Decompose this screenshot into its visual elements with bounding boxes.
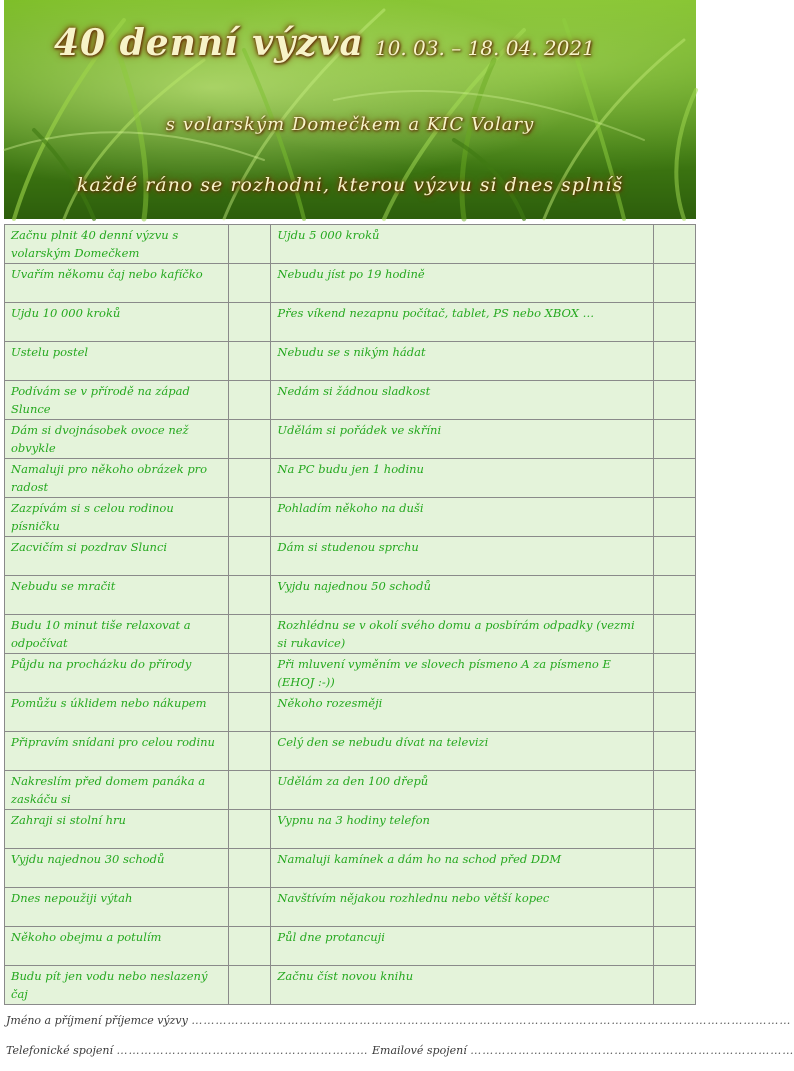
checkbox-cell-right[interactable] [653,459,695,498]
checkbox-cell-right[interactable] [653,810,695,849]
task-cell-left: Ustelu postel [5,342,229,381]
phone-field[interactable]: ……………………………………………………… [116,1044,369,1057]
task-cell-left: Zahraji si stolní hru [5,810,229,849]
task-cell-left: Nebudu se mračit [5,576,229,615]
task-cell-right: Pohladím někoho na duši [271,498,653,537]
checkbox-cell-right[interactable] [653,966,695,1005]
task-cell-right: Půl dne protancuji [271,927,653,966]
task-cell-right: Udělám si pořádek ve skříni [271,420,653,459]
task-cell-left: Dnes nepoužiji výtah [5,888,229,927]
banner-motto: každé ráno se rozhodni, kterou výzvu si dnes splníš [76,174,624,196]
email-field[interactable]: ……………………………………………………………………… [470,1044,794,1057]
table-row [5,888,696,927]
task-cell-right: Rozhlédnu se v okolí svého domu a posbírám odpadky (vezmi si rukavice) [271,615,653,654]
task-cell-left: Připravím snídani pro celou rodinu [5,732,229,771]
table-row [5,849,696,888]
checkbox-cell-left[interactable] [229,303,271,342]
checkbox-cell-left[interactable] [229,264,271,303]
checkbox-cell-right[interactable] [653,732,695,771]
task-cell-right: Někoho rozesměji [271,693,653,732]
header-banner [4,0,696,219]
table-row [5,459,696,498]
checkbox-cell-left[interactable] [229,576,271,615]
checkbox-cell-right[interactable] [653,615,695,654]
checkbox-cell-right[interactable] [653,849,695,888]
task-cell-right: Ujdu 5 000 kroků [271,225,653,264]
task-cell-right: Udělám za den 100 dřepů [271,771,653,810]
recipient-name-line [6,1014,792,1027]
table-row [5,342,696,381]
task-cell-right: Na PC budu jen 1 hodinu [271,459,653,498]
task-cell-left: Dám si dvojnásobek ovoce než obvykle [5,420,229,459]
task-cell-left: Ujdu 10 000 kroků [5,303,229,342]
task-cell-right: Vyjdu najednou 50 schodů [271,576,653,615]
task-cell-left: Pomůžu s úklidem nebo nákupem [5,693,229,732]
task-cell-left: Půjdu na procházku do přírody [5,654,229,693]
checkbox-cell-left[interactable] [229,693,271,732]
task-cell-left: Uvařím někomu čaj nebo kafíčko [5,264,229,303]
task-cell-right: Nebudu jíst po 19 hodině [271,264,653,303]
checkbox-cell-left[interactable] [229,732,271,771]
task-cell-left: Budu 10 minut tiše relaxovat a odpočívat [5,615,229,654]
table-row [5,225,696,264]
checkbox-cell-right[interactable] [653,927,695,966]
email-label: Emailové spojení [371,1044,467,1057]
task-cell-right: Namaluji kamínek a dám ho na schod před DDM [271,849,653,888]
challenge-title: 40 denní výzva [54,22,364,64]
task-cell-right: Při mluvení vyměním ve slovech písmeno A za písmeno E (EHOJ :-)) [271,654,653,693]
task-cell-left: Podívám se v přírodě na západ Slunce [5,381,229,420]
checkbox-cell-right[interactable] [653,225,695,264]
task-cell-left: Nakreslím před domem panáka a zaskáču si [5,771,229,810]
checkbox-cell-right[interactable] [653,342,695,381]
table-row [5,810,696,849]
checkbox-cell-left[interactable] [229,381,271,420]
table-row [5,966,696,1005]
challenge-dates: 10. 03. – 18. 04. 2021 [374,36,595,60]
task-cell-right: Vypnu na 3 hodiny telefon [271,810,653,849]
task-cell-left: Zazpívám si s celou rodinou písničku [5,498,229,537]
table-row [5,576,696,615]
task-cell-right: Přes víkend nezapnu počítač, tablet, PS nebo XBOX … [271,303,653,342]
checkbox-cell-left[interactable] [229,888,271,927]
table-row [5,264,696,303]
contact-line [6,1044,794,1057]
checkbox-cell-left[interactable] [229,810,271,849]
table-row [5,537,696,576]
checkbox-cell-right[interactable] [653,576,695,615]
checkbox-cell-left[interactable] [229,615,271,654]
checkbox-cell-right[interactable] [653,888,695,927]
checkbox-cell-left[interactable] [229,342,271,381]
task-cell-left: Namaluji pro někoho obrázek pro radost [5,459,229,498]
checkbox-cell-right[interactable] [653,498,695,537]
table-row [5,303,696,342]
checkbox-cell-left[interactable] [229,966,271,1005]
checkbox-cell-left[interactable] [229,537,271,576]
checkbox-cell-right[interactable] [653,381,695,420]
checkbox-cell-right[interactable] [653,654,695,693]
checkbox-cell-left[interactable] [229,849,271,888]
task-cell-left: Začnu plnit 40 denní výzvu s volarským Domečkem [5,225,229,264]
checkbox-cell-right[interactable] [653,771,695,810]
task-cell-right: Nedám si žádnou sladkost [271,381,653,420]
table-row [5,381,696,420]
table-row [5,498,696,537]
table-row [5,927,696,966]
checkbox-cell-right[interactable] [653,537,695,576]
checkbox-cell-right[interactable] [653,420,695,459]
table-row [5,693,696,732]
checkbox-cell-right[interactable] [653,693,695,732]
table-row [5,615,696,654]
task-cell-left: Budu pít jen vodu nebo neslazený čaj [5,966,229,1005]
task-cell-right: Celý den se nebudu dívat na televizi [271,732,653,771]
task-cell-right: Dám si studenou sprchu [271,537,653,576]
banner-title [54,22,595,64]
task-cell-right: Nebudu se s nikým hádat [271,342,653,381]
recipient-name-field[interactable]: …………………………………………………………………………………………………………………………………… [191,1014,792,1027]
table-row [5,420,696,459]
task-cell-right: Navštívím nějakou rozhlednu nebo větší kopec [271,888,653,927]
checkbox-cell-left[interactable] [229,459,271,498]
checkbox-cell-left[interactable] [229,927,271,966]
checkbox-cell-right[interactable] [653,264,695,303]
phone-label: Telefonické spojení [6,1044,113,1057]
checkbox-cell-right[interactable] [653,303,695,342]
task-cell-left: Zacvičím si pozdrav Slunci [5,537,229,576]
challenge-table [4,224,696,1005]
table-row [5,732,696,771]
checkbox-cell-left[interactable] [229,771,271,810]
checkbox-cell-left[interactable] [229,654,271,693]
checkbox-cell-left[interactable] [229,420,271,459]
checkbox-cell-left[interactable] [229,225,271,264]
recipient-name-label: Jméno a příjmení příjemce výzvy [6,1014,188,1027]
banner-subtitle: s volarským Domečkem a KIC Volary [165,114,535,135]
table-row [5,654,696,693]
checkbox-cell-left[interactable] [229,498,271,537]
task-cell-left: Vyjdu najednou 30 schodů [5,849,229,888]
task-cell-right: Začnu číst novou knihu [271,966,653,1005]
table-row [5,771,696,810]
task-cell-left: Někoho obejmu a potulím [5,927,229,966]
